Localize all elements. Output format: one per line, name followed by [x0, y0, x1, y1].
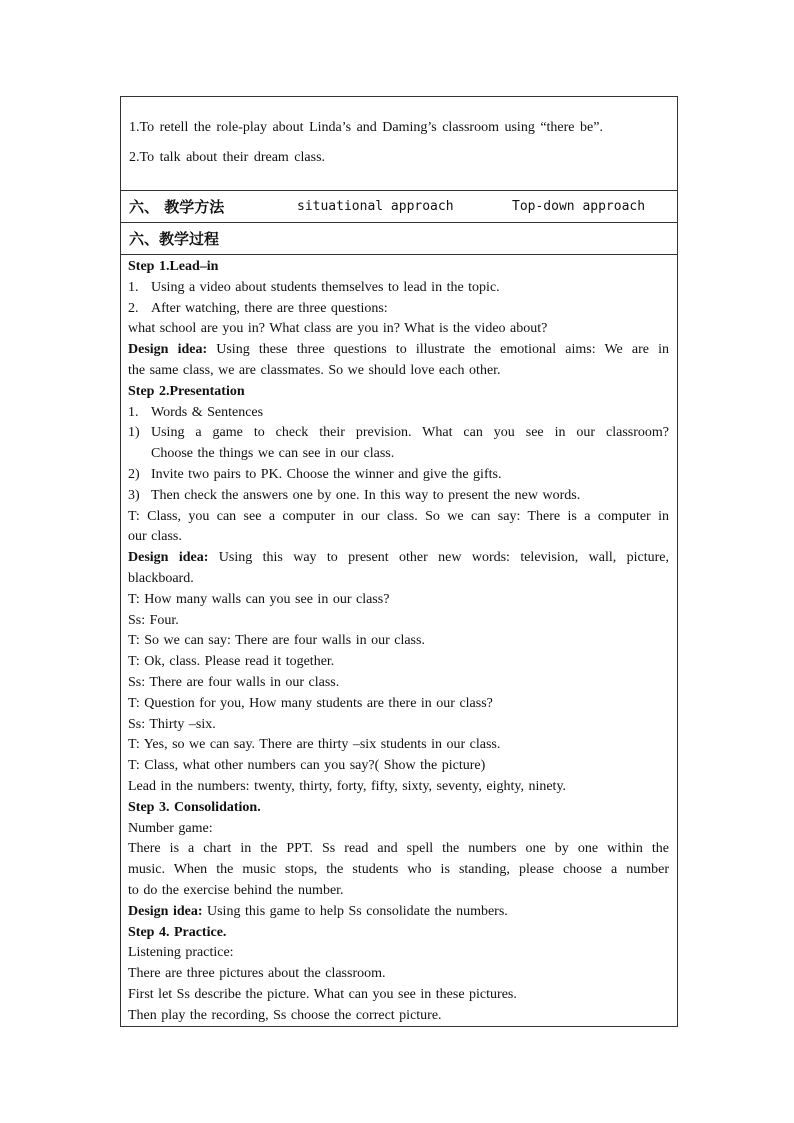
design-idea-text: Using these three questions to illustrate the emotional aims: We are in	[207, 342, 669, 358]
design-idea-text: Using this game to help Ss consolidate the numbers.	[202, 903, 508, 919]
process-heading: 六、教学过程	[129, 230, 220, 248]
game-label: Number game:	[128, 820, 213, 836]
design-idea-2	[128, 548, 669, 569]
list-item	[128, 486, 669, 507]
dialogue-line: T: How many walls can you see in our class?	[128, 591, 390, 607]
dialogue-line: T: Class, what other numbers can you say?( Show the picture)	[128, 758, 486, 774]
design-idea-label: Design idea:	[128, 550, 209, 566]
numbers-line: Lead in the numbers: twenty, thirty, forty, fifty, sixty, seventy, eighty, ninety.	[128, 778, 567, 794]
dialogue-line: T: Yes, so we can say. There are thirty –six students in our class.	[128, 737, 501, 753]
list-number: 2.	[128, 300, 139, 316]
list-text: After watching, there are three questions:	[151, 300, 388, 316]
step-2-title: Step 2.Presentation	[128, 383, 245, 399]
list-number: 1.	[128, 404, 139, 420]
list-text: Using a game to check their prevision. What can you see in our classroom?	[151, 425, 669, 441]
methods-heading: 六、 教学方法	[129, 198, 225, 216]
dialogue-line: T: Class, you can see a computer in our class. So we can say: There is a computer in	[128, 508, 669, 524]
paragraph-line: First let Ss describe the picture. What can you see in these pictures.	[128, 986, 517, 1002]
design-idea-3	[128, 902, 669, 923]
dialogue-line: Ss: Four.	[128, 612, 179, 628]
objectives-row	[121, 97, 677, 191]
step-1-title: Step 1.Lead–in	[128, 259, 219, 274]
list-text: Invite two pairs to PK. Choose the winner and give the gifts.	[151, 466, 502, 482]
design-idea-label: Design idea:	[128, 342, 208, 358]
list-item	[128, 299, 669, 320]
design-idea-2-cont: blackboard.	[128, 570, 194, 586]
objective-1: 1.To retell the role-play about Linda’s and Daming’s classroom using “there be”.	[129, 120, 603, 135]
process-body	[121, 255, 677, 1026]
list-number: 2)	[128, 466, 140, 482]
teaching-methods-row	[121, 191, 677, 223]
method-top-down: Top-down approach	[512, 199, 646, 214]
dialogue-line: T: Ok, class. Please read it together.	[128, 654, 335, 670]
questions-line: what school are you in? What class are you in? What is the video about?	[128, 321, 548, 337]
lesson-plan-table	[120, 96, 678, 1027]
list-item	[128, 403, 669, 424]
objective-2: 2.To talk about their dream class.	[129, 150, 326, 165]
list-number: 1.	[128, 279, 139, 295]
paragraph-line: music. When the music stops, the students who is standing, please choose a number	[128, 862, 669, 878]
listening-label: Listening practice:	[128, 945, 234, 961]
paragraph-line: There are three pictures about the classroom.	[128, 966, 386, 982]
list-number: 1)	[128, 425, 140, 441]
list-number: 3)	[128, 487, 140, 503]
method-situational: situational approach	[297, 199, 454, 214]
paragraph-line: Then play the recording, Ss choose the correct picture.	[128, 1007, 442, 1023]
dialogue-line: T: Question for you, How many students are there in our class?	[128, 695, 493, 711]
step-3-title: Step 3. Consolidation.	[128, 799, 261, 815]
design-idea-1-cont: the same class, we are classmates. So we should love each other.	[128, 362, 501, 378]
list-text: Using a video about students themselves to lead in the topic.	[151, 279, 500, 295]
design-idea-text: Using this way to present other new words: television, wall, picture,	[208, 550, 669, 566]
paragraph-line: There is a chart in the PPT. Ss read and spell the numbers one by one within the	[128, 841, 669, 857]
list-item	[128, 423, 669, 444]
dialogue-line: Ss: There are four walls in our class.	[128, 674, 340, 690]
list-item-cont: Choose the things we can see in our class.	[151, 446, 395, 462]
list-text: Words & Sentences	[151, 404, 264, 420]
paragraph-line: to do the exercise behind the number.	[128, 882, 344, 898]
step-4-title: Step 4. Practice.	[128, 924, 227, 940]
dialogue-line: T: So we can say: There are four walls in our class.	[128, 633, 425, 649]
list-item	[128, 465, 669, 486]
process-heading-row	[121, 223, 677, 255]
dialogue-line: our class.	[128, 529, 182, 545]
dialogue-line: Ss: Thirty –six.	[128, 716, 216, 732]
list-item	[128, 278, 669, 299]
design-idea-1	[128, 340, 669, 361]
list-text: Then check the answers one by one. In this way to present the new words.	[151, 487, 581, 503]
design-idea-label: Design idea:	[128, 903, 203, 919]
